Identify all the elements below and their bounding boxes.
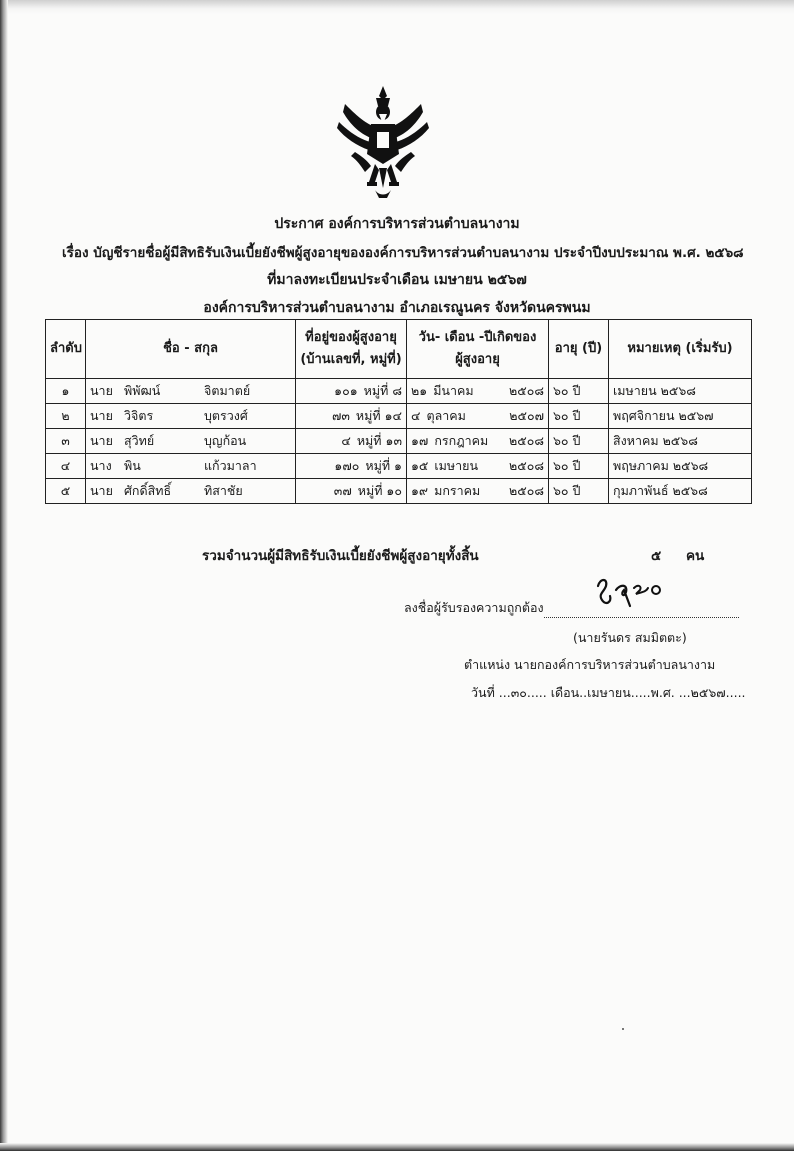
row-dob-day: ๑๙ [411, 483, 429, 498]
scan-edge-left [0, 0, 8, 1151]
organization-location: องค์การบริหารส่วนตำบลนางาม อำเภอเรณูนคร จังหวัดนครพนม [203, 300, 591, 316]
table-row [46, 379, 752, 404]
row-no: ๓ [46, 429, 86, 454]
row-dob-day: ๒๑ [411, 383, 428, 398]
row-dob [407, 379, 549, 404]
garuda-emblem-icon [335, 82, 431, 200]
row-no: ๕ [46, 479, 86, 504]
row-dob [407, 429, 549, 454]
row-dob-month: ตุลาคม [426, 408, 466, 423]
row-first-name: ศักดิ์สิทธิ์ [124, 483, 172, 498]
col-header-remark: หมายเหตุ (เริ่มรับ) [609, 320, 752, 379]
row-remark: กุมภาพันธ์ ๒๕๖๘ [609, 479, 752, 504]
row-no: ๑ [46, 379, 86, 404]
row-address [296, 404, 407, 429]
row-moo: หมู่ที่ ๑๓ [356, 433, 402, 448]
row-first-name: วิจิตร [124, 408, 154, 423]
handwritten-signature-icon [590, 572, 670, 612]
scan-edge-bottom [0, 1143, 794, 1151]
row-name [86, 379, 296, 404]
row-dob [407, 454, 549, 479]
row-dob-year: ๒๕๐๗ [509, 408, 544, 423]
row-house-no: ๑๗๐ [334, 458, 360, 473]
col-header-dob-line2: ผู้สูงอายุ [455, 352, 500, 367]
row-title: นาย [90, 483, 113, 498]
row-age: ๖๐ ปี [549, 404, 609, 429]
row-no: ๔ [46, 454, 86, 479]
row-no: ๒ [46, 404, 86, 429]
col-header-dob [407, 320, 549, 379]
row-house-no: ๗๓ [331, 408, 350, 423]
row-name [86, 479, 296, 504]
row-dob-month: มีนาคม [433, 383, 474, 398]
row-dob-year: ๒๕๐๘ [509, 383, 544, 398]
row-dob-month: กรกฎาคม [434, 433, 489, 448]
row-dob-year: ๒๕๐๘ [509, 433, 544, 448]
row-moo: หมู่ที่ ๑๐ [357, 483, 402, 498]
row-house-no: ๓๗ [333, 483, 352, 498]
col-header-no: ลำดับ [46, 320, 86, 379]
row-remark: เมษายน ๒๕๖๘ [609, 379, 752, 404]
row-remark: พฤศจิกายน ๒๕๖๗ [609, 404, 752, 429]
row-age: ๖๐ ปี [549, 379, 609, 404]
row-last-name: บุญก้อน [204, 433, 247, 448]
table-row [46, 479, 752, 504]
col-header-address [296, 320, 407, 379]
row-dob [407, 479, 549, 504]
col-header-address-line2: (บ้านเลขที่, หมู่ที่) [300, 352, 402, 367]
total-count: ๕ [651, 548, 662, 564]
row-address [296, 454, 407, 479]
total-label: รวมจำนวนผู้มีสิทธิรับเงินเบี้ยยังชีพผู้สูงอายุทั้งสิ้น [202, 548, 479, 564]
row-title: นาย [90, 408, 113, 423]
registration-month: ที่มาลงทะเบียนประจำเดือน เมษายน ๒๕๖๗ [267, 272, 527, 288]
row-house-no: ๔ [341, 433, 351, 448]
col-header-name: ชื่อ - สกุล [86, 320, 296, 379]
table-row [46, 429, 752, 454]
row-last-name: ทิสาชัย [204, 483, 243, 498]
row-remark: พฤษภาคม ๒๕๖๘ [609, 454, 752, 479]
total-unit: คน [686, 548, 705, 564]
row-address [296, 429, 407, 454]
row-dob-year: ๒๕๐๘ [509, 458, 544, 473]
row-dob-month: มกราคม [434, 483, 481, 498]
row-remark: สิงหาคม ๒๕๖๘ [609, 429, 752, 454]
announcement-subject: เรื่อง บัญชีรายชื่อผู้มีสิทธิรับเงินเบี้ยยังชีพผู้สูงอายุขององค์การบริหารส่วนตำบลนางาม ประจำปีงบประมาณ พ.ศ. ๒๕๖๘ [62, 245, 744, 261]
table-header-row [46, 320, 752, 379]
row-name [86, 454, 296, 479]
row-dob-year: ๒๕๐๘ [509, 483, 544, 498]
col-header-dob-line1: วัน- เดือน -ปีเกิดของ [418, 330, 537, 345]
row-address [296, 479, 407, 504]
row-age: ๖๐ ปี [549, 429, 609, 454]
col-header-age: อายุ (ปี) [549, 320, 609, 379]
row-first-name: พิน [124, 458, 141, 473]
row-dob-day: ๑๗ [411, 433, 429, 448]
row-first-name: พิพัฒน์ [124, 383, 161, 398]
row-address [296, 379, 407, 404]
signature-date: วันที่ ...๓๐..... เดือน..เมษายน.....พ.ศ. ...๒๕๖๗..... [471, 685, 746, 700]
table-row [46, 404, 752, 429]
row-moo: หมู่ที่ ๑๔ [355, 408, 402, 423]
row-age: ๖๐ ปี [549, 479, 609, 504]
signer-position: ตำแหน่ง นายกองค์การบริหารส่วนตำบลนางาม [464, 657, 716, 672]
row-house-no: ๑๐๑ [334, 383, 358, 398]
row-title: นาย [90, 433, 113, 448]
signer-name: (นายรันดร สมมิตตะ) [573, 630, 687, 645]
row-dob-month: เมษายน [434, 458, 479, 473]
row-moo: หมู่ที่ ๘ [363, 383, 402, 398]
row-first-name: สุวิทย์ [124, 433, 155, 448]
row-last-name: บุตรวงศ์ [204, 408, 248, 423]
certify-label: ลงชื่อผู้รับรองความถูกต้อง [404, 600, 544, 615]
row-title: นาง [90, 458, 112, 473]
scan-speck [622, 1028, 624, 1030]
col-header-address-line1: ที่อยู่ของผู้สูงอายุ [305, 330, 397, 345]
row-dob-day: ๔ [411, 408, 421, 423]
row-dob-day: ๑๕ [411, 458, 429, 473]
row-dob [407, 404, 549, 429]
certify-line [404, 598, 739, 618]
table-row [46, 454, 752, 479]
elderly-allowance-table [45, 319, 752, 504]
announcement-organization: ประกาศ องค์การบริหารส่วนตำบลนางาม [274, 216, 520, 232]
row-title: นาย [90, 383, 113, 398]
row-age: ๖๐ ปี [549, 454, 609, 479]
row-name [86, 404, 296, 429]
row-last-name: แก้วมาลา [204, 458, 257, 473]
row-moo: หมู่ที่ ๑ [365, 458, 402, 473]
row-name [86, 429, 296, 454]
scan-edge-top [0, 0, 794, 14]
row-last-name: จิตมาตย์ [204, 383, 251, 398]
